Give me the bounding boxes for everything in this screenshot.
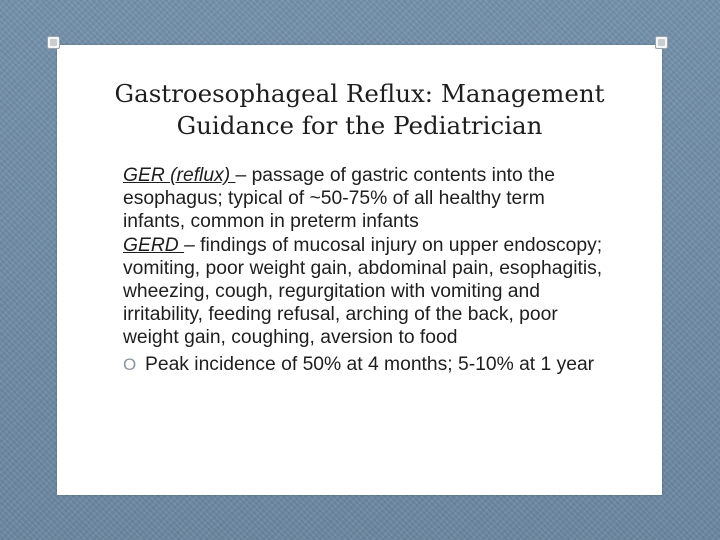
gerd-definition bbox=[123, 234, 603, 350]
pin-icon bbox=[47, 36, 60, 49]
ger-term: GER (reflux) bbox=[123, 165, 236, 186]
gerd-term: GERD bbox=[123, 234, 185, 256]
gerd-text: – findings of mucosal injury on upper endoscopy; vomiting, poor weight gain, abdominal pain, esophagitis, wheezing, cough, regurgitation with vomiting and irritability, feeding refusal, arching of the back, poor weight gain, coughing, aversion to food bbox=[123, 234, 603, 349]
ring-bullet-icon: O bbox=[123, 354, 137, 374]
sub-bullet bbox=[123, 353, 603, 376]
pin-icon bbox=[655, 36, 668, 49]
slide-title bbox=[57, 78, 662, 142]
slide-title-line-1: Gastroesophageal Reflux: Management bbox=[114, 79, 605, 108]
ger-text: – passage of gastric contents into the esophagus; typical of ~50-75% of all healthy term infants, common in preterm infants bbox=[123, 165, 555, 233]
slide-title-line-2: Guidance for the Pediatrician bbox=[176, 111, 543, 140]
sub-bullet-text: Peak incidence of 50% at 4 months; 5-10% at 1 year bbox=[145, 353, 595, 375]
ger-definition bbox=[123, 164, 603, 234]
slide-body bbox=[123, 164, 603, 376]
